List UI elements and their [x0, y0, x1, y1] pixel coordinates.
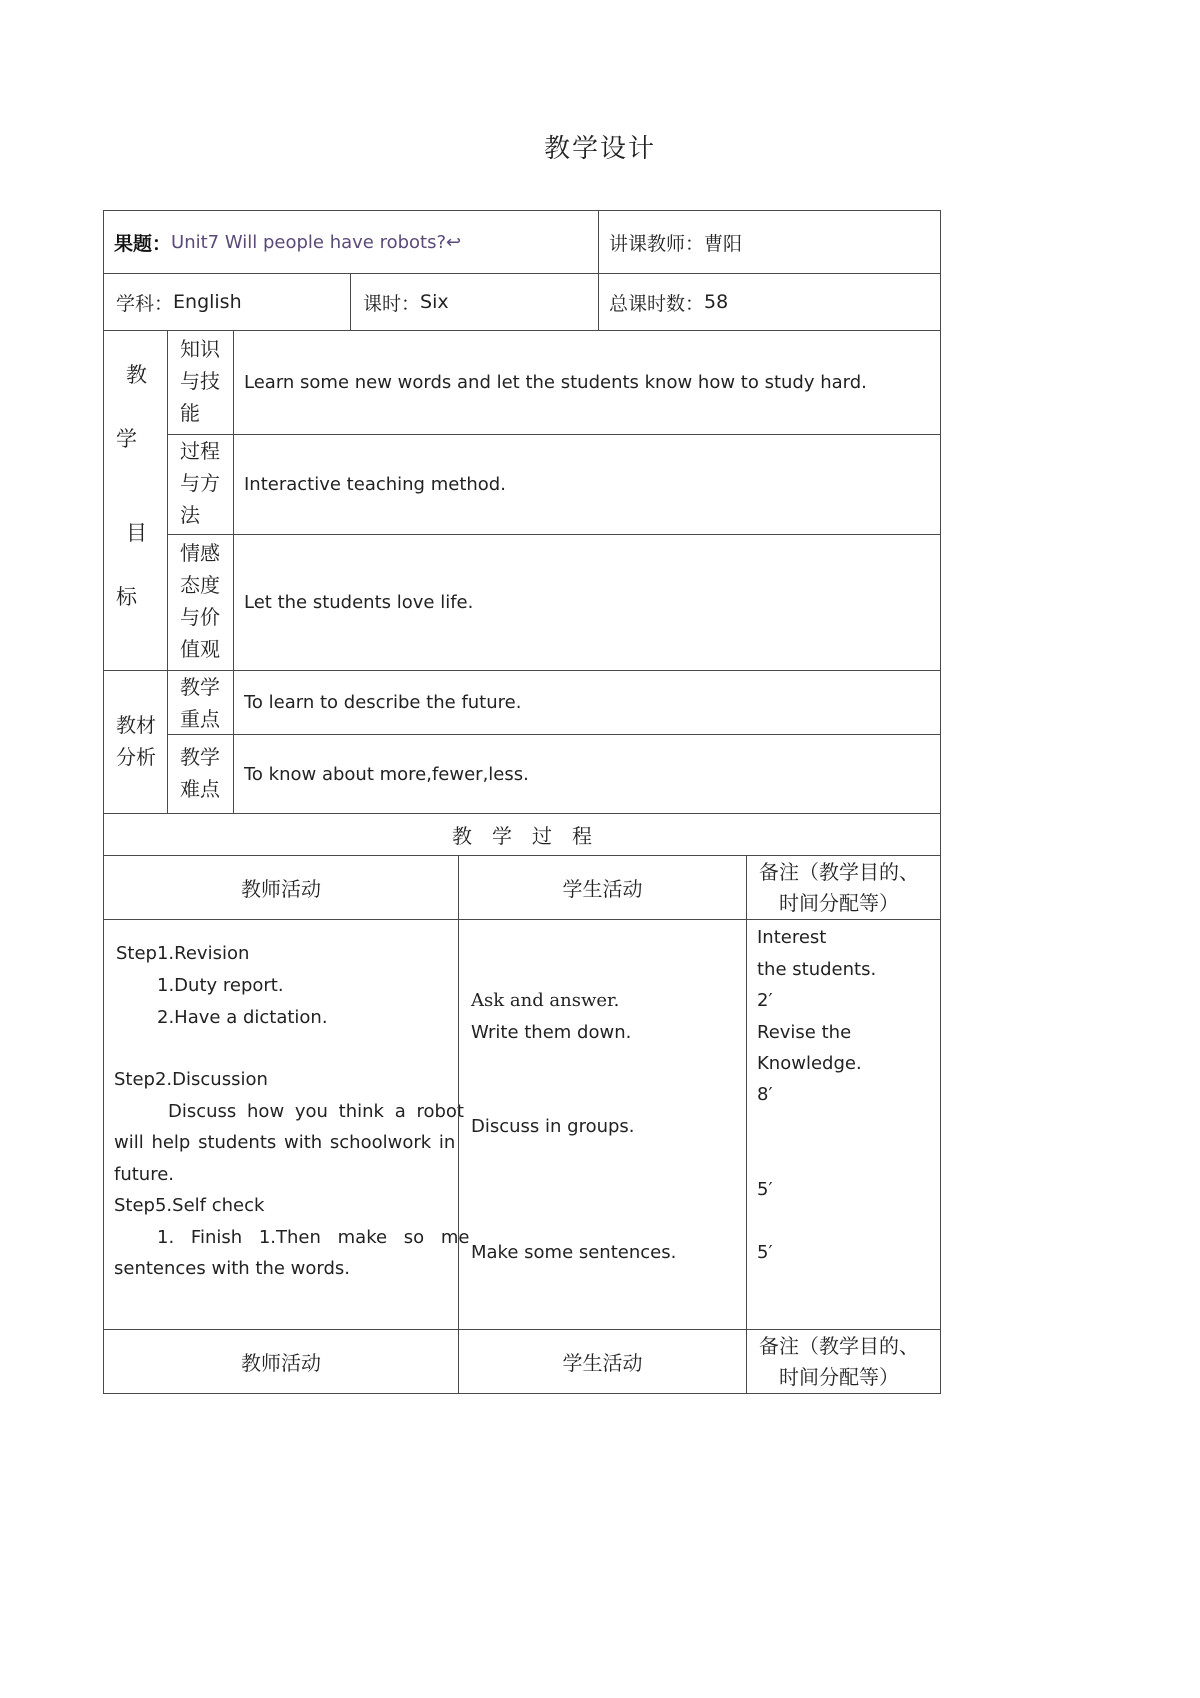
student-line: Ask and answer. — [471, 990, 620, 1011]
notes-line: 8′ — [757, 1084, 773, 1105]
course-label: 果题： — [114, 232, 172, 255]
teacher-line: 1. Finish 1.Then make so me — [157, 1227, 470, 1248]
teacher-name: 曹阳 — [704, 232, 743, 255]
page-title: 教学设计 — [543, 134, 656, 164]
analysis-group-label — [116, 709, 156, 773]
teacher-line: 2.Have a dictation. — [157, 1007, 328, 1028]
method-label-line: 法 — [180, 503, 200, 527]
process-heading-cell — [103, 813, 941, 856]
teacher-activity-header-repeat-cell — [103, 1329, 459, 1394]
student-activity-header-cell — [458, 855, 747, 920]
attitude-label-line: 态度 — [180, 573, 220, 597]
subject-value: English — [173, 291, 242, 313]
teacher-activity-body — [103, 919, 470, 1330]
notes-body — [746, 919, 941, 1330]
total-label: 总课时数： — [609, 292, 705, 315]
teacher-line: will help students with schoolwork in — [114, 1132, 456, 1153]
method-label-line: 与方 — [180, 471, 220, 495]
key-point-label-line: 重点 — [180, 707, 220, 731]
attitude-label-line: 值观 — [180, 637, 220, 661]
student-activity-header: 学生活动 — [562, 877, 643, 901]
notes-line: Interest — [757, 927, 827, 948]
teacher-line: 1.Duty report. — [157, 975, 284, 996]
student-line: Write them down. — [471, 1022, 632, 1043]
student-line: Discuss in groups. — [471, 1116, 635, 1137]
attitude-content: Let the students love life. — [244, 592, 474, 613]
teacher-activity-header-repeat: 教师活动 — [241, 1351, 321, 1375]
difficulty-content-cell — [233, 734, 941, 814]
teacher-line: Step5.Self check — [114, 1195, 265, 1216]
total-value: 58 — [704, 291, 729, 313]
notes-line: Knowledge. — [757, 1053, 862, 1074]
knowledge-label-line: 能 — [180, 401, 200, 425]
knowledge-content-cell — [233, 330, 941, 435]
teacher-label: 讲课教师： — [609, 232, 705, 255]
objectives-char-4: 标 — [116, 585, 137, 609]
period-label: 课时： — [363, 292, 421, 315]
method-content: Interactive teaching method. — [244, 474, 506, 495]
knowledge-label-line: 与技 — [180, 369, 220, 393]
student-activity-body — [458, 919, 747, 1330]
teacher-line: future. — [114, 1164, 175, 1185]
notes-header-repeat-cell — [746, 1329, 941, 1394]
teacher-activity-header: 教师活动 — [241, 877, 321, 901]
method-content-cell — [233, 434, 941, 535]
key-point-label-cell — [167, 670, 234, 735]
teacher-line: Discuss how you think a robot — [168, 1101, 464, 1122]
process-heading: 教 学 过 程 — [452, 824, 592, 848]
course-title-cell — [103, 210, 599, 274]
method-label — [180, 435, 220, 531]
knowledge-label-cell — [167, 330, 234, 435]
difficulty-content: To know about more,fewer,less. — [244, 763, 529, 785]
subject-label: 学科： — [116, 292, 174, 315]
difficulty-label-cell — [167, 734, 234, 814]
notes-header-line2: 时间分配等） — [779, 891, 899, 915]
analysis-group-line: 分析 — [116, 745, 156, 769]
attitude-content-cell — [233, 534, 941, 671]
key-point-label-line: 教学 — [180, 675, 220, 699]
analysis-group-line: 教材 — [116, 713, 156, 737]
teacher-cell — [598, 210, 941, 274]
knowledge-content: Learn some new words and let the students know how to study hard. — [244, 372, 867, 393]
knowledge-label — [180, 333, 220, 429]
course-title: Unit7 Will people have robots?↩ — [171, 231, 462, 253]
notes-header-line1: 备注（教学目的、 — [759, 860, 919, 884]
student-line: Make some sentences. — [471, 1242, 677, 1263]
period-value: Six — [420, 291, 449, 313]
notes-header-cell — [746, 855, 941, 920]
method-label-line: 过程 — [180, 439, 220, 463]
attitude-label-line: 情感 — [180, 541, 220, 565]
student-activity-header-repeat-cell — [458, 1329, 747, 1394]
notes-line: Revise the — [757, 1022, 852, 1043]
difficulty-label-line: 教学 — [180, 745, 220, 769]
total-periods-cell — [598, 273, 941, 331]
difficulty-label-line: 难点 — [180, 777, 220, 801]
notes-line: 2′ — [757, 990, 773, 1011]
notes-line: 5′ — [757, 1242, 773, 1263]
objectives-char-3: 目 — [126, 521, 147, 545]
key-point-label — [180, 671, 220, 735]
teacher-activity-header-cell — [103, 855, 459, 920]
notes-line: 5′ — [757, 1179, 773, 1200]
period-cell — [350, 273, 599, 331]
notes-header-repeat-line1: 备注（教学目的、 — [759, 1334, 919, 1358]
teacher-line: sentences with the words. — [114, 1258, 350, 1279]
attitude-label-cell — [167, 534, 234, 671]
method-label-cell — [167, 434, 234, 535]
knowledge-label-line: 知识 — [180, 337, 220, 361]
objectives-group-cell — [103, 330, 168, 671]
teacher-line: Step2.Discussion — [114, 1069, 268, 1090]
objectives-char-1: 教 — [126, 363, 147, 387]
attitude-label-line: 与价 — [180, 605, 220, 629]
objectives-char-2: 学 — [116, 427, 137, 451]
analysis-group-cell — [103, 670, 168, 814]
teacher-line: Step1.Revision — [116, 943, 250, 964]
student-activity-header-repeat: 学生活动 — [562, 1351, 643, 1375]
notes-header-repeat-line2: 时间分配等） — [779, 1365, 899, 1389]
difficulty-label — [180, 741, 220, 805]
subject-cell — [103, 273, 351, 331]
attitude-label — [180, 537, 220, 665]
key-point-content: To learn to describe the future. — [244, 692, 522, 713]
notes-line: the students. — [757, 959, 877, 980]
key-point-content-cell — [233, 670, 941, 735]
